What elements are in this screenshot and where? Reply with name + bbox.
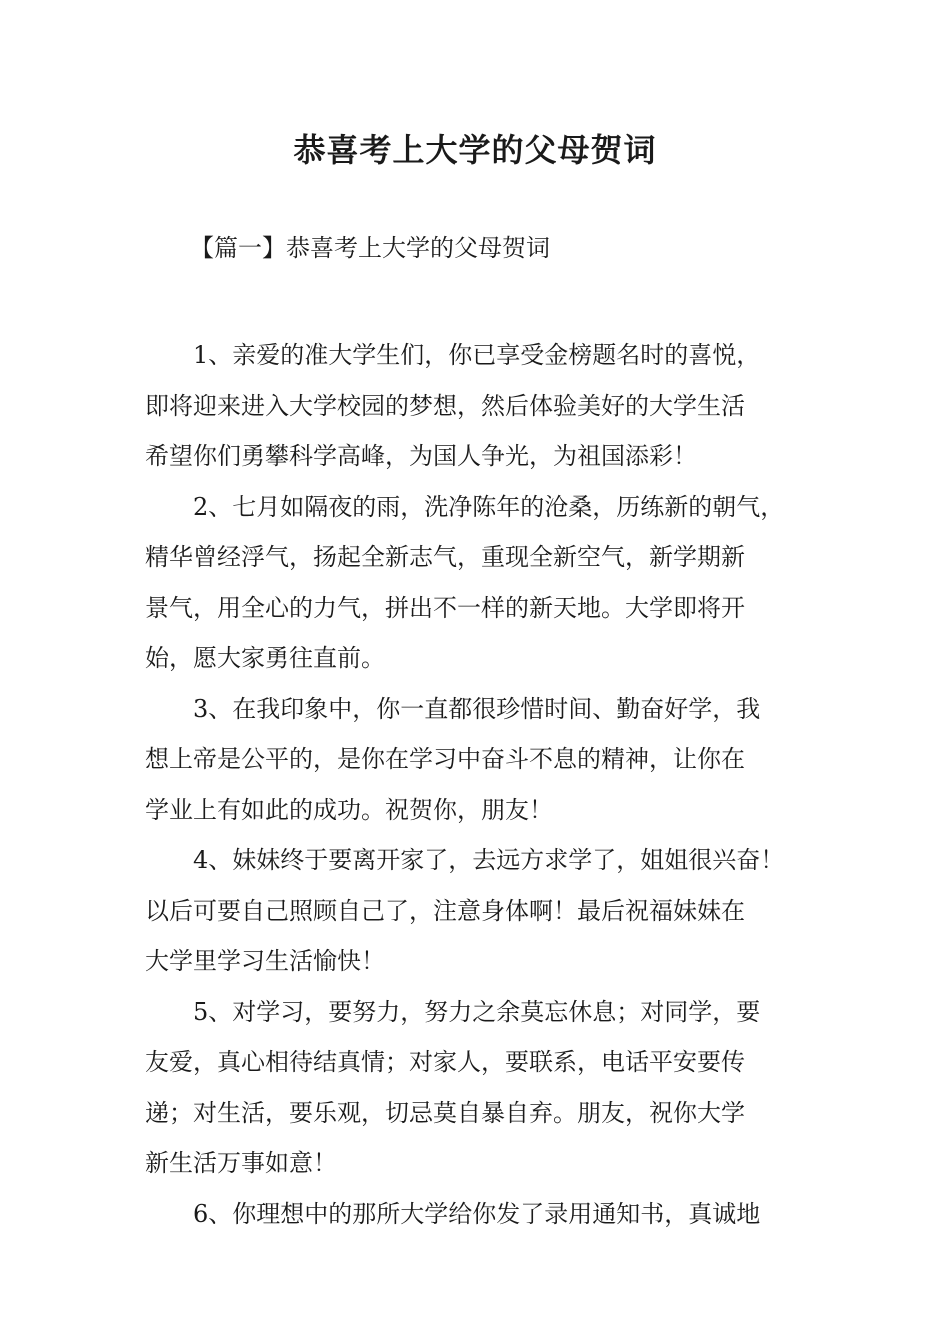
paragraph-line: 友爱，真心相待结真情；对家人，要联系，电话平安要传	[145, 1048, 745, 1076]
paragraph-line: 精华曾经浮气，扬起全新志气，重现全新空气，新学期新	[145, 543, 745, 571]
paragraph-line: 即将迎来进入大学校园的梦想，然后体验美好的大学生活	[145, 391, 745, 420]
paragraph-1	[145, 330, 810, 482]
paragraph-line: 新生活万事如意！	[145, 1149, 337, 1177]
document-body	[145, 330, 810, 1239]
paragraph-4	[145, 835, 810, 987]
paragraph-3	[145, 684, 810, 836]
paragraph-line: 6、你理想中的那所大学给你发了录用通知书，真诚地	[193, 1199, 761, 1228]
paragraph-line: 4、妹妹终于要离开家了，去远方求学了，姐姐很兴奋！	[193, 846, 785, 874]
paragraph-line: 5、对学习，要努力，努力之余莫忘休息；对同学，要	[193, 997, 761, 1026]
paragraph-line: 景气，用全心的力气，拼出不一样的新天地。大学即将开	[145, 593, 745, 622]
paragraph-5	[145, 987, 810, 1189]
paragraph-line: 始，愿大家勇往直前。	[145, 644, 385, 672]
paragraph-line: 递；对生活，要乐观，切忌莫自暴自弃。朋友，祝你大学	[145, 1098, 745, 1127]
paragraph-line: 3、在我印象中，你一直都很珍惜时间、勤奋好学，我	[193, 694, 761, 723]
paragraph-line: 想上帝是公平的，是你在学习中奋斗不息的精神，让你在	[145, 745, 745, 773]
paragraph-line: 2、七月如隔夜的雨，洗净陈年的沧桑，历练新的朝气，	[193, 492, 785, 521]
paragraph-2	[145, 482, 810, 684]
paragraph-6	[145, 1189, 810, 1240]
paragraph-line: 大学里学习生活愉快！	[145, 947, 385, 975]
paragraph-line: 学业上有如此的成功。祝贺你，朋友！	[145, 795, 553, 824]
paragraph-line: 希望你们勇攀科学高峰，为国人争光，为祖国添彩！	[145, 442, 697, 470]
section-heading: 【篇一】恭喜考上大学的父母贺词	[190, 234, 550, 262]
paragraph-line: 以后可要自己照顾自己了，注意身体啊！最后祝福妹妹在	[145, 896, 745, 925]
page-title: 恭喜考上大学的父母贺词	[293, 131, 657, 169]
paragraph-line: 1、亲爱的准大学生们，你已享受金榜题名时的喜悦，	[193, 341, 761, 369]
